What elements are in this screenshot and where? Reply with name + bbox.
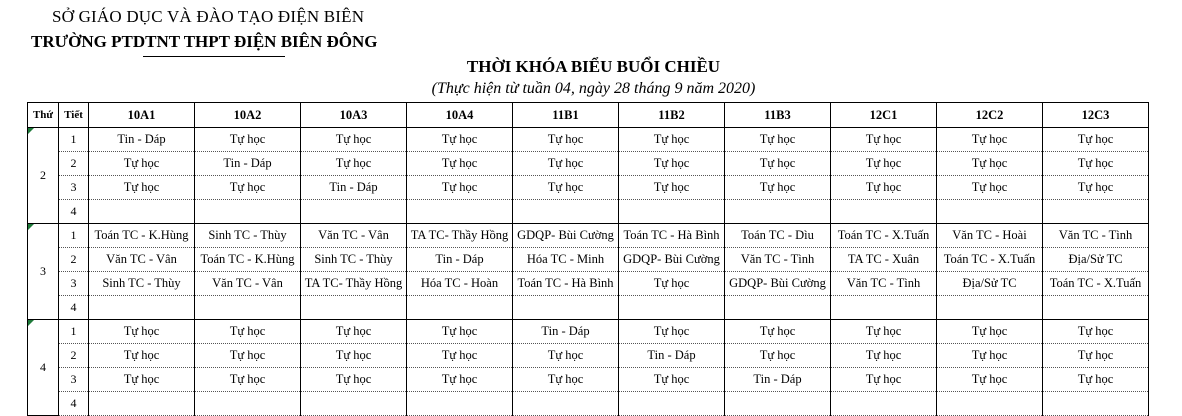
subject-cell: Tự học [195,344,301,368]
subject-cell: Văn TC - Vân [89,248,195,272]
subject-cell [831,392,937,416]
subject-cell: Toán TC - Hà Bình [619,224,725,248]
subject-cell: Toán TC - K.Hùng [89,224,195,248]
subject-cell [513,392,619,416]
subject-cell: Tin - Dáp [513,320,619,344]
subject-cell: Văn TC - Vân [301,224,407,248]
subject-cell: Tự học [89,152,195,176]
subject-cell: TA TC - Xuân [831,248,937,272]
subject-cell: Toán TC - Dìu [725,224,831,248]
subject-cell: Toán TC - Hà Bình [513,272,619,296]
period-cell: 1 [59,128,89,152]
subject-cell: Toán TC - K.Hùng [195,248,301,272]
subject-cell [725,392,831,416]
subject-cell: GDQP- Bùi Cường [619,248,725,272]
table-row [28,320,1149,344]
subject-cell [195,392,301,416]
subject-cell: GDQP- Bùi Cường [513,224,619,248]
subject-cell: Tự học [1043,176,1149,200]
subject-cell: Tự học [1043,320,1149,344]
subject-cell: Sinh TC - Thùy [301,248,407,272]
subject-cell: Hóa TC - Minh [513,248,619,272]
day-cell: 2 [28,128,59,224]
document-subtitle: (Thực hiện từ tuần 04, ngày 28 tháng 9 năm 2020) [431,80,756,97]
subject-cell: Tự học [725,344,831,368]
subject-cell: Văn TC - Tình [725,248,831,272]
subject-cell [937,392,1043,416]
period-cell: 2 [59,344,89,368]
subject-cell: Tự học [619,320,725,344]
subject-cell: Địa/Sử TC [1043,248,1149,272]
subject-cell: Văn TC - Vân [195,272,301,296]
period-cell: 4 [59,392,89,416]
subject-cell: Tự học [831,128,937,152]
subject-cell: Tự học [1043,368,1149,392]
subject-cell: Tự học [513,368,619,392]
subject-cell: Tự học [89,320,195,344]
subject-cell: Sinh TC - Thùy [89,272,195,296]
subject-cell: Hóa TC - Hoàn [407,272,513,296]
subject-cell: Tự học [407,344,513,368]
period-cell: 3 [59,272,89,296]
subject-cell: Tự học [619,368,725,392]
subject-cell [301,392,407,416]
table-row [28,128,1149,152]
subject-cell: Tự học [89,344,195,368]
table-row [28,200,1149,224]
subject-cell: Tự học [195,368,301,392]
subject-cell: Sinh TC - Thùy [195,224,301,248]
subject-cell [407,200,513,224]
header-day: Thứ [28,103,59,128]
header-class: 12C1 [831,103,937,128]
period-cell: 4 [59,200,89,224]
subject-cell: Tự học [1043,128,1149,152]
subject-cell: Tự học [89,368,195,392]
subject-cell: Địa/Sử TC [937,272,1043,296]
subject-cell [89,200,195,224]
subject-cell: Tự học [1043,152,1149,176]
table-row [28,368,1149,392]
subject-cell: Toán TC - X.Tuấn [831,224,937,248]
subject-cell: TA TC- Thầy Hồng [301,272,407,296]
subject-cell [831,200,937,224]
subject-cell: Tự học [407,320,513,344]
subject-cell [301,296,407,320]
period-cell: 3 [59,368,89,392]
day-cell: 3 [28,224,59,320]
subject-cell: Văn TC - Tình [831,272,937,296]
subject-cell: Tự học [301,368,407,392]
subject-cell: Tự học [937,128,1043,152]
timetable-header-row [28,103,1149,128]
subject-cell [937,296,1043,320]
subject-cell [1043,392,1149,416]
subject-cell [619,392,725,416]
subject-cell: Tin - Dáp [619,344,725,368]
subject-cell: Tự học [937,176,1043,200]
header-class: 10A3 [301,103,407,128]
subject-cell: Tin - Dáp [89,128,195,152]
subject-cell: Tự học [513,176,619,200]
subject-cell: Tự học [513,344,619,368]
header-class: 11B3 [725,103,831,128]
header-period: Tiết [59,103,89,128]
subject-cell [89,392,195,416]
subject-cell: Tự học [937,320,1043,344]
subject-cell: Tự học [619,128,725,152]
subject-cell: Tự học [831,176,937,200]
subject-cell: Tự học [407,176,513,200]
subject-cell: Tự học [301,128,407,152]
table-row [28,296,1149,320]
subject-cell: Tự học [513,128,619,152]
subject-cell: Tự học [89,176,195,200]
subject-cell: Tin - Dáp [195,152,301,176]
table-row [28,224,1149,248]
department-name: SỞ GIÁO DỤC VÀ ĐÀO TẠO ĐIỆN BIÊN [52,7,365,26]
subject-cell [1043,200,1149,224]
subject-cell [725,200,831,224]
subject-cell: Tự học [725,152,831,176]
subject-cell: Tin - Dáp [301,176,407,200]
subject-cell: Tự học [831,152,937,176]
table-row [28,344,1149,368]
header-class: 10A4 [407,103,513,128]
subject-cell: Tự học [1043,344,1149,368]
period-cell: 4 [59,296,89,320]
period-cell: 3 [59,176,89,200]
school-name: TRƯỜNG PTDTNT THPT ĐIỆN BIÊN ĐÔNG [31,32,378,51]
subject-cell: GDQP- Bùi Cường [725,272,831,296]
subject-cell: Tự học [407,152,513,176]
day-cell: 4 [28,320,59,416]
subject-cell: TA TC- Thầy Hồng [407,224,513,248]
subject-cell: Tự học [725,176,831,200]
period-cell: 2 [59,152,89,176]
subject-cell [619,296,725,320]
subject-cell [1043,296,1149,320]
table-row [28,248,1149,272]
subject-cell: Tự học [301,344,407,368]
subject-cell: Tự học [195,176,301,200]
subject-cell: Tự học [937,152,1043,176]
subject-cell [725,296,831,320]
subject-cell: Toán TC - X.Tuấn [1043,272,1149,296]
document-title: THỜI KHÓA BIỂU BUỔI CHIỀU [466,57,721,76]
subject-cell [301,200,407,224]
subject-cell [89,296,195,320]
subject-cell: Tự học [831,368,937,392]
subject-cell: Tự học [831,320,937,344]
subject-cell: Tự học [619,272,725,296]
timetable-body [28,128,1149,416]
subject-cell: Văn TC - Tình [1043,224,1149,248]
table-row [28,176,1149,200]
subject-cell [195,296,301,320]
subject-cell [513,200,619,224]
subject-cell: Tự học [195,128,301,152]
subject-cell [407,296,513,320]
subject-cell [407,392,513,416]
subject-cell: Tự học [725,320,831,344]
subject-cell: Tự học [301,320,407,344]
table-row [28,392,1149,416]
header-class: 12C2 [937,103,1043,128]
subject-cell: Tin - Dáp [407,248,513,272]
period-cell: 1 [59,224,89,248]
table-row [28,272,1149,296]
subject-cell [937,200,1043,224]
subject-cell: Tự học [407,128,513,152]
subject-cell: Tin - Dáp [725,368,831,392]
header-class: 12C3 [1043,103,1149,128]
header-class: 11B2 [619,103,725,128]
timetable [27,102,1149,416]
subject-cell: Tự học [195,320,301,344]
subject-cell: Tự học [937,344,1043,368]
header-class: 10A2 [195,103,301,128]
subject-cell: Tự học [937,368,1043,392]
subject-cell [513,296,619,320]
subject-cell: Tự học [301,152,407,176]
table-row [28,152,1149,176]
subject-cell: Tự học [619,176,725,200]
subject-cell [619,200,725,224]
period-cell: 2 [59,248,89,272]
period-cell: 1 [59,320,89,344]
subject-cell [831,296,937,320]
subject-cell: Tự học [725,128,831,152]
subject-cell: Văn TC - Hoài [937,224,1043,248]
subject-cell: Tự học [831,344,937,368]
subject-cell [195,200,301,224]
subject-cell: Tự học [513,152,619,176]
subject-cell: Tự học [407,368,513,392]
header-class: 10A1 [89,103,195,128]
subject-cell: Tự học [619,152,725,176]
header-class: 11B1 [513,103,619,128]
subject-cell: Toán TC - X.Tuấn [937,248,1043,272]
